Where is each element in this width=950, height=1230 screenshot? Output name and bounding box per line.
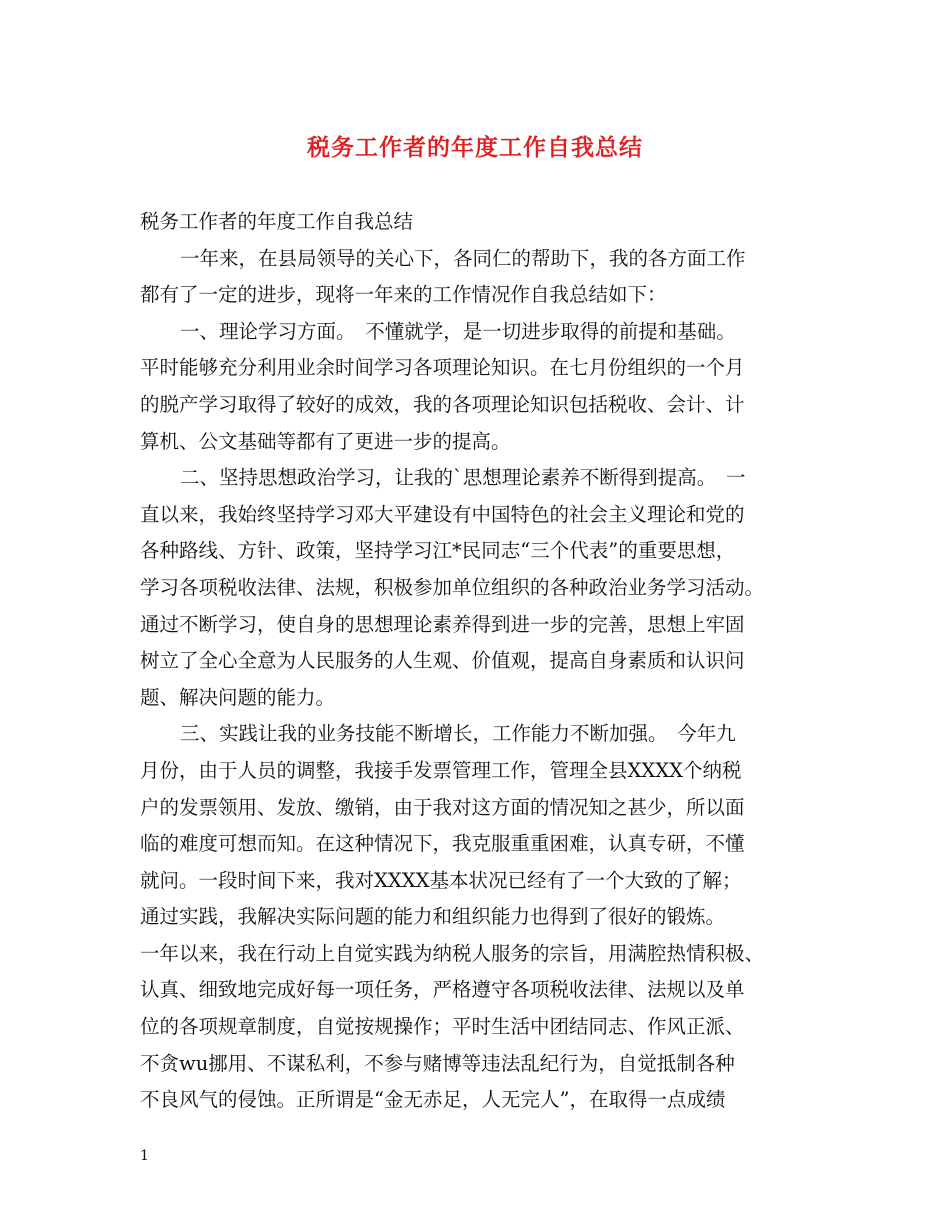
document-body [140, 204, 820, 1119]
text-line: 认真、细致地完成好每一项任务，严格遵守各项税收法律、法规以及单 [140, 978, 745, 1002]
text-line: 通过实践，我解决实际问题的能力和组织能力也得到了很好的锻炼。 [140, 905, 726, 929]
text-line: 都有了一定的进步，现将一年来的工作情况作自我总结如下： [140, 283, 667, 307]
text-line: 户的发票领用、发放、缴销，由于我对这方面的情况知之甚少，所以面 [140, 795, 745, 819]
text-line: 不贪wu挪用、不谋私利，不参与赌博等违法乱纪行为，自觉抵制各种 [140, 1051, 735, 1075]
text-line: 税务工作者的年度工作自我总结 [140, 210, 414, 233]
text-line: 题、解决问题的能力。 [140, 685, 336, 709]
text-line: 临的难度可想而知。在这种情况下，我克服重重困难，认真专研，不懂 [140, 832, 745, 856]
text-line: 直以来，我始终坚持学习邓大平建设有中国特色的社会主义理论和党的 [140, 502, 745, 526]
text-line: 一年来，在县局领导的关心下，各同仁的帮助下，我的各方面工作 [180, 246, 746, 270]
text-line: 一年以来，我在行动上自觉实践为纳税人服务的宗旨，用满腔热情积极、 [140, 941, 765, 965]
text-line: 二、坚持思想政治学习，让我的`思想理论素养不断得到提高。 一 [180, 466, 746, 490]
text-line: 一、理论学习方面。 不懂就学，是一切进步取得的前提和基础。 [180, 319, 736, 343]
text-line: 的脱产学习取得了较好的成效，我的各项理论知识包括税收、会计、计 [140, 392, 745, 416]
text-line: 平时能够充分利用业余时间学习各项理论知识。在七月份组织的一个月 [140, 356, 745, 380]
text-line: 学习各项税收法律、法规，积极参加单位组织的各种政治业务学习活动。 [140, 575, 765, 599]
text-line: 月份，由于人员的调整，我接手发票管理工作，管理全县XXXX个纳税 [140, 758, 742, 782]
document-title: 税务工作者的年度工作自我总结 [307, 134, 643, 161]
text-line: 位的各项规章制度，自觉按规操作；平时生活中团结同志、作风正派、 [140, 1015, 745, 1039]
text-line: 就问。一段时间下来，我对XXXX基本状况已经有了一个大致的了解； [140, 868, 742, 892]
text-line: 三、实践让我的业务技能不断增长，工作能力不断加强。 今年九 [180, 722, 736, 746]
text-line: 各种路线、方针、政策，坚持学习江*民同志“三个代表”的重要思想， [140, 539, 736, 563]
text-line: 通过不断学习，使自身的思想理论素养得到进一步的完善，思想上牢固 [140, 612, 745, 636]
text-line: 树立了全心全意为人民服务的人生观、价值观，提高自身素质和认识问 [140, 649, 745, 673]
page-number: 1 [140, 1148, 149, 1164]
text-line: 不良风气的侵蚀。正所谓是“金无赤足，人无完人”，在取得一点成绩 [140, 1088, 726, 1112]
text-line: 算机、公文基础等都有了更进一步的提高。 [140, 429, 511, 453]
